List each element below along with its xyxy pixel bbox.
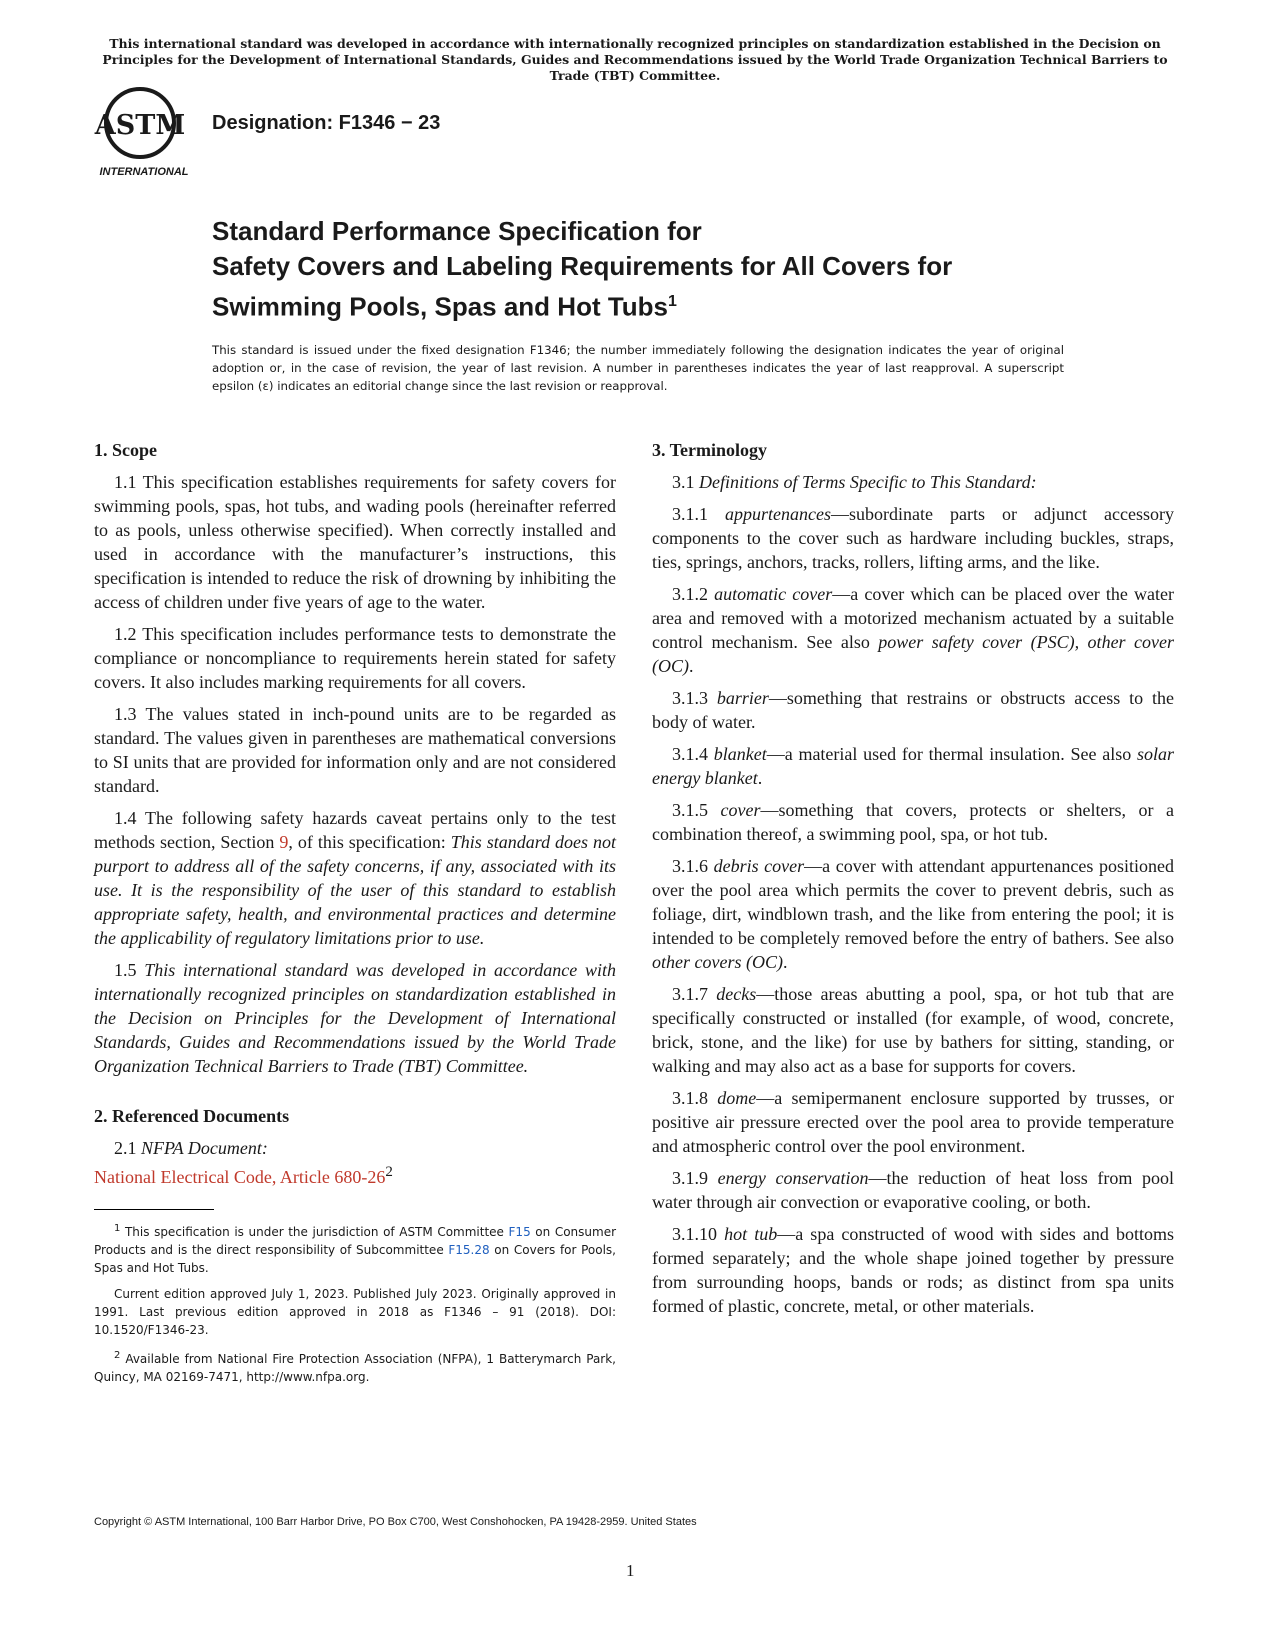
definition-def: —a cover with attendant appurtenances positioned over the pool area which permits the cover to prevent debris, such as foliage, dirt, windblown trash, and the like from entering the pool; it is intended to be completely removed before the entry of bathers. See also (652, 856, 1174, 948)
para-1-4-caveat: This standard does not purport to address all of the safety concerns, if any, associated with its use. It is the responsibility of the user of this standard to establish appropriate safety, health, and environmental practices and determine the applicability of regulatory limitations prior to use. (94, 832, 616, 948)
terminology-heading: 3. Terminology (652, 440, 768, 460)
definition-num: 3.1.7 (672, 984, 717, 1004)
committee-f15-link[interactable]: F15 (508, 1225, 531, 1239)
para-3-1-num: 3.1 (672, 472, 699, 492)
designation-notice: This standard is issued under the fixed designation F1346; the number immediately following the designation indicates the year of original adoption or, in the case of revision, the year of last revision. A number in parentheses indicates the year of last reapproval. A superscript epsilon (ε) indicates an editorial change since the last revision or reapproval. (212, 343, 1064, 393)
definition-num: 3.1.10 (672, 1224, 725, 1244)
footnote-2-num: 2 (114, 1350, 121, 1361)
footnote-2-ref: 2 (385, 1164, 393, 1180)
para-2-1-num: 2.1 (114, 1138, 141, 1158)
document-title (212, 214, 1112, 325)
definition-item (652, 798, 1174, 846)
nec-reference (94, 1160, 616, 1189)
astm-logo-sub: INTERNATIONAL (99, 166, 189, 178)
wto-banner: This international standard was developed in accordance with internationally recognized principles on standardization established in the Decision on Principles for the Development of International Standards, Guides and Recommendations issued by the World Trade Organization Technical Barriers to Trade (TBT) Committee. (102, 36, 1168, 83)
definition-num: 3.1.3 (672, 688, 717, 708)
right-column (652, 438, 1174, 1326)
definition-term: dome (717, 1088, 757, 1108)
para-1-4 (94, 806, 616, 950)
definition-def: —a cover which can be placed over the water area and removed with a motorized mechanism actuated by a suitable control mechanism. See also (652, 584, 1175, 652)
definition-item (652, 502, 1174, 574)
definition-see: power safety cover (PSC), other cover (OC) (652, 632, 1174, 676)
footnote-1-num: 1 (114, 1223, 121, 1234)
definition-term: barrier (716, 688, 769, 708)
definition-def: —a spa constructed of wood with sides and bottoms formed separately; and the whole shape joined together by pressure from surrounding hoops, bands or rods; as distinct from spa units formed of plastic, concrete, metal, or other materials. (652, 1224, 1174, 1316)
definition-term: cover (720, 800, 761, 820)
para-1-4-text-b: , of this specification: (288, 832, 451, 852)
definition-num: 3.1.1 (672, 504, 726, 524)
footnote-divider (94, 1209, 214, 1210)
definition-item (652, 1166, 1174, 1214)
title-line-3-text: Swimming Pools, Spas and Hot Tubs (212, 291, 669, 322)
footnote-1-edition: Current edition approved July 1, 2023. Published July 2023. Originally approved in 1991. Last previous edition approved in 2018 as F1346 – 91 (2018). DOI: 10.1520/F1346-23. (94, 1287, 616, 1337)
para-3-1 (652, 470, 1174, 494)
definition-end: . (757, 768, 763, 788)
definition-num: 3.1.2 (672, 584, 715, 604)
para-3-1-text: Definitions of Terms Specific to This Standard: (699, 472, 1037, 492)
title-line-2: Safety Covers and Labeling Requirements for All Covers for (212, 251, 953, 281)
footnote-2-text: Available from National Fire Protection Association (NFPA), 1 Batterymarch Park, Quincy, MA 02169-7471, http://www.nfpa.org. (94, 1352, 616, 1384)
definition-item (652, 686, 1174, 734)
definition-see: other covers (OC) (652, 952, 783, 972)
definition-item (652, 982, 1174, 1078)
para-2-1 (94, 1136, 616, 1160)
para-1-3: 1.3 The values stated in inch-pound units are to be regarded as standard. The values given in parentheses are mathematical conversions to SI units that are provided for information only and are not considered standard. (94, 704, 616, 796)
definition-see: solar energy blanket (652, 744, 1174, 788)
nec-link[interactable]: National Electrical Code, Article 680-26 (94, 1167, 386, 1187)
definition-num: 3.1.9 (672, 1168, 718, 1188)
definition-num: 3.1.5 (672, 800, 721, 820)
para-1-2: 1.2 This specification includes performance tests to demonstrate the compliance or noncompliance to requirements herein stated for safety covers. It also includes marking requirements for all covers. (94, 624, 616, 692)
section-9-link[interactable]: 9 (279, 832, 289, 852)
para-1-5-text: This international standard was developed in accordance with internationally recognized principles on standardization established in the Decision on Principles for the Development of International Standards, Guides and Recommendations issued by the World Trade Organization Technical Barriers to Trade (TBT) Committee. (94, 960, 616, 1076)
definition-def: —a semipermanent enclosure supported by trusses, or positive air pressure erected over the pool area to provide temperature and atmospheric control over the pool environment. (652, 1088, 1174, 1156)
definition-def: —those areas abutting a pool, spa, or hot tub that are specifically constructed or installed (for example, of wood, concrete, brick, stone, and the like) for use by bathers for sitting, standing, or walking and may also act as a base for supports for covers. (652, 984, 1175, 1076)
terms-list (652, 502, 1174, 1318)
astm-logo-letters: ASTM (94, 110, 186, 141)
definition-item (652, 1086, 1174, 1158)
definition-def: —subordinate parts or adjunct accessory components to the cover such as hardware including buckles, straps, ties, springs, anchors, tracks, rollers, lifting arms, and the like. (652, 504, 1175, 572)
definition-def: —something that covers, protects or shelters, or a combination thereof, a swimming pool, spa, or hot tub. (652, 800, 1174, 844)
definition-num: 3.1.6 (672, 856, 714, 876)
definition-term: blanket (713, 744, 767, 764)
definition-term: hot tub (724, 1224, 778, 1244)
footnote-1-text-c: on Covers for Pools, Spas and Hot Tubs. (94, 1243, 616, 1275)
scope-heading: 1. Scope (94, 440, 157, 460)
footnote-1-text: This specification is under the jurisdiction of ASTM Committee (120, 1225, 509, 1239)
title-line-3 (212, 284, 1112, 325)
title-footnote-ref: 1 (668, 293, 677, 310)
definition-item (652, 742, 1174, 790)
definition-num: 3.1.4 (672, 744, 714, 764)
copyright: Copyright © ASTM International, 100 Barr Harbor Drive, PO Box C700, West Conshohocken, PA 19428-2959. United States (94, 1516, 697, 1528)
definition-num: 3.1.8 (672, 1088, 718, 1108)
definition-def: —something that restrains or obstructs access to the body of water. (652, 688, 1174, 732)
para-2-1-text: NFPA Document: (141, 1138, 268, 1158)
subcommittee-f15-28-link[interactable]: F15.28 (448, 1243, 490, 1257)
definition-def: —a material used for thermal insulation. See also (766, 744, 1137, 764)
para-1-1: 1.1 This specification establishes requirements for safety covers for swimming pools, spas, hot tubs, and wading pools (hereinafter referred to as pools, unless otherwise specified). When correctly installed and used in accordance with the manufacturer’s instructions, this specification is intended to reduce the risk of drowning by inhibiting the access of children under five years of age to the water. (94, 472, 616, 612)
definition-term: decks (716, 984, 757, 1004)
left-column (94, 438, 616, 1394)
definition-end: . (782, 952, 788, 972)
para-1-4-text: 1.4 The following safety hazards caveat pertains only to the test methods section, Section (94, 808, 616, 852)
referenced-documents-heading: 2. Referenced Documents (94, 1106, 290, 1126)
definition-term: appurtenances (725, 504, 832, 524)
para-1-5 (94, 958, 616, 1078)
footnote-2 (94, 1347, 616, 1386)
definition-item (652, 854, 1174, 974)
definition-def: —the reduction of heat loss from pool water through air convection or evaporative cooling, or both. (652, 1168, 1174, 1212)
title-line-1: Standard Performance Specification for (212, 216, 702, 246)
footnote-1-text-b: on Consumer Products and is the direct responsibility of Subcommittee (94, 1225, 617, 1257)
definition-item (652, 582, 1174, 678)
designation: Designation: F1346 − 23 (212, 112, 441, 134)
definition-term: energy conservation (717, 1168, 869, 1188)
definition-term: debris cover (713, 856, 805, 876)
astm-logo (92, 86, 200, 178)
footnote-1 (94, 1220, 616, 1277)
definition-item (652, 1222, 1174, 1318)
para-1-5-num: 1.5 (114, 960, 145, 980)
definition-term: automatic cover (714, 584, 833, 604)
definition-end: . (689, 656, 694, 676)
page-number: 1 (626, 1561, 635, 1580)
